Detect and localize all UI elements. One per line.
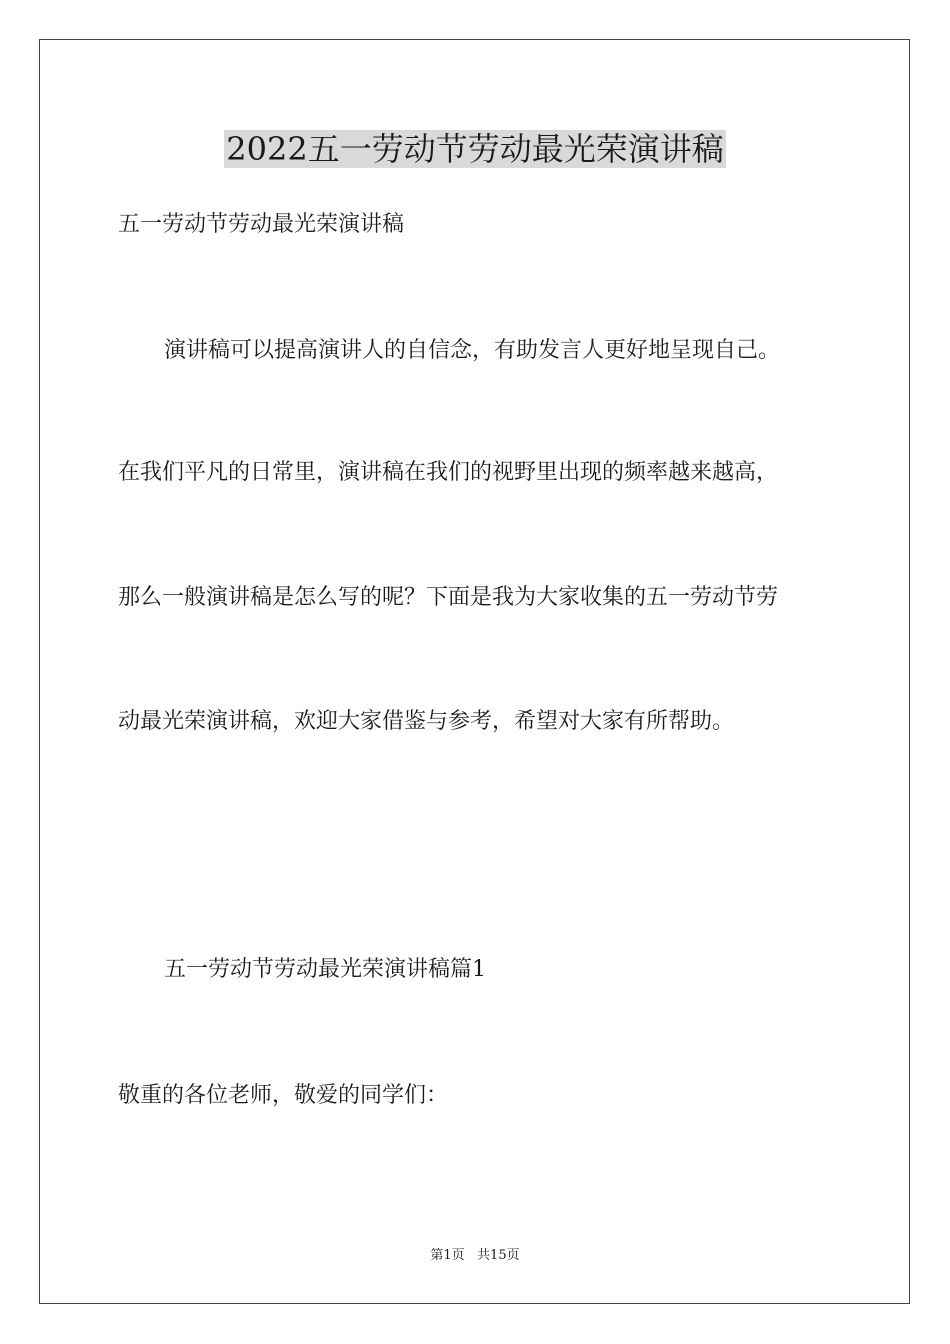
page-footer: 第1页 共15页 xyxy=(430,1248,520,1263)
intro-line-1: 演讲稿可以提高演讲人的自信念，有助发言人更好地呈现自己。 xyxy=(164,338,781,363)
salutation: 敬重的各位老师，敬爱的同学们： xyxy=(118,1083,449,1108)
intro-line-4: 动最光荣演讲稿，欢迎大家借鉴与参考，希望对大家有所帮助。 xyxy=(118,709,735,734)
intro-line-2: 在我们平凡的日常里，演讲稿在我们的视野里出现的频率越来越高， xyxy=(118,460,779,485)
intro-line-3: 那么一般演讲稿是怎么写的呢？下面是我为大家收集的五一劳动节劳 xyxy=(118,585,779,610)
section-heading: 五一劳动节劳动最光荣演讲稿篇1 xyxy=(164,957,486,982)
document-title xyxy=(0,124,950,174)
document-title-text: 2022五一劳动节劳动最光荣演讲稿 xyxy=(226,130,724,168)
document-subtitle: 五一劳动节劳动最光荣演讲稿 xyxy=(118,212,405,237)
